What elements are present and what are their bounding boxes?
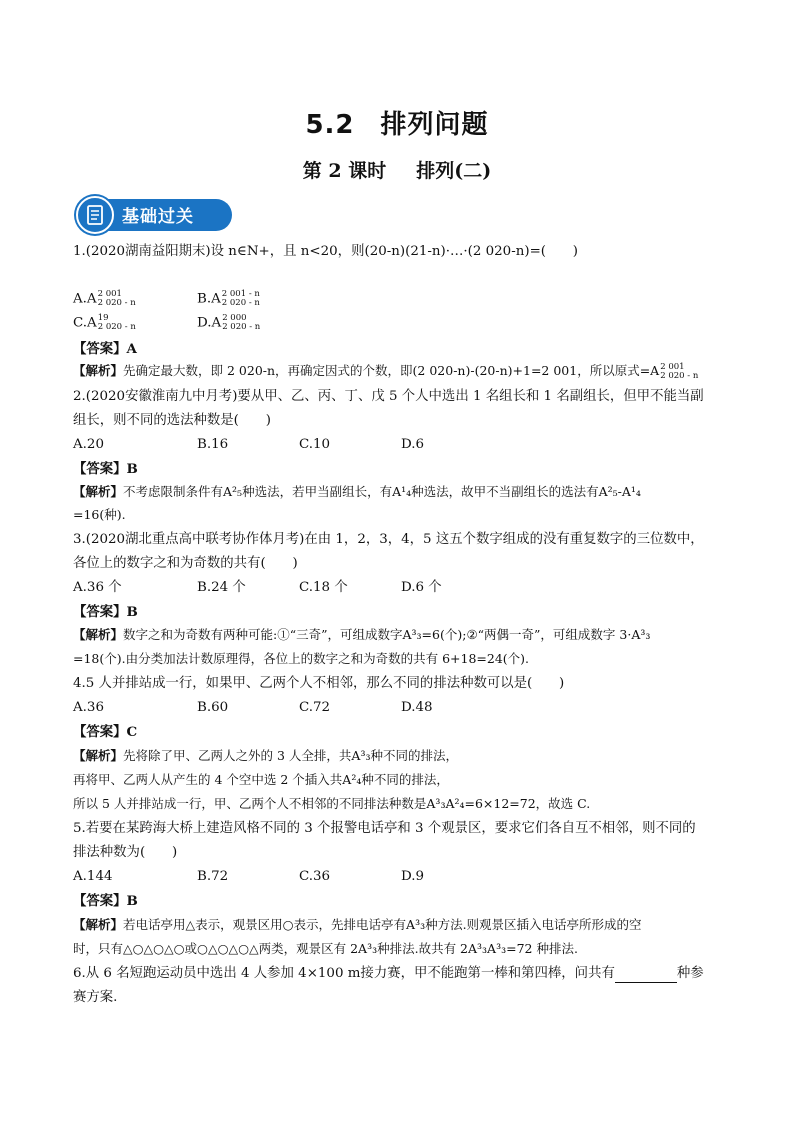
document-icon [76,196,114,234]
q6-stem-line1: 6.从 6 名短跑运动员中选出 4 人参加 4×100 m接力赛，甲不能跑第一棒和第四棒，问共有 种参 [73,966,704,981]
q5-option-a: A.144 [73,869,113,884]
q3-analysis-line1: 【解析】数字之和为奇数有两种可能:①“三奇”，可组成数字A³₃=6(个);②“两偶一奇”，可组成数字 3·A³₃ [73,627,651,642]
q1-option-a: A.A 2 001 2 020 - n [73,289,136,308]
q4-option-a: A.36 [73,700,104,715]
q3-answer: 【答案】B [73,604,138,620]
q1-option-b: B.A 2 001 - n 2 020 - n [197,289,260,308]
q1-answer: 【答案】A [73,341,137,357]
q5-option-b: B.72 [197,869,229,884]
q1-options-row1 [73,290,260,309]
section-number: 5.2 [305,110,355,140]
lesson-topic: 排列(二) [416,160,492,182]
section-banner [76,196,236,234]
q2-option-a: A.20 [73,437,104,452]
lesson-number: 第 2 课时 [302,160,387,182]
q3-option-b: B.24 个 [197,580,246,595]
banner-label: 基础过关 [122,207,194,227]
q1-analysis: 【解析】先确定最大数，即 2 020-n，再确定因式的个数，即(2 020-n)-(20-n)+1=2 001，所以原式=A 2 001 2 020 - n [73,361,699,381]
q3-stem-line2: 各位上的数字之和为奇数的共有( ) [73,556,298,571]
q2-analysis-line1: 【解析】不考虑限制条件有A²₅种选法，若甲当副组长，有A¹₄种选法，故甲不当副组长的选法有A²₅-A¹₄ [73,484,641,499]
page-title [0,104,794,141]
q1-option-d: D.A 2 000 2 020 - n [197,313,261,332]
answer-blank[interactable] [615,968,677,983]
q2-option-d: D.6 [401,437,425,452]
lesson-subtitle [0,156,794,183]
q3-options [73,579,442,597]
q2-stem-line2: 组长，则不同的选法种数是( ) [73,413,271,428]
q1-option-c: C.A 19 2 020 - n [73,313,136,332]
q1-options-row2 [73,314,260,333]
q3-option-a: A.36 个 [73,580,122,595]
q3-analysis-line2: =18(个).由分类加法计数原理得，各位上的数字之和为奇数的共有 6+18=24(个). [73,651,530,666]
q5-answer: 【答案】B [73,893,138,909]
q2-option-c: C.10 [299,437,331,452]
q4-stem: 4.5 人并排站成一行，如果甲、乙两个人不相邻，那么不同的排法种数可以是( ) [73,676,565,691]
q2-analysis-line2: =16(种). [73,507,126,522]
q2-options [73,436,424,454]
q5-analysis-line2: 时，只有△○△○△○或○△○△○△两类，观景区有 2A³₃种排法.故共有 2A³₃A³₃=72 种排法. [73,941,578,956]
q4-option-b: B.60 [197,700,229,715]
q5-stem-line1: 5.若要在某跨海大桥上建造风格不同的 3 个报警电话亭和 3 个观景区，要求它们各自互不相邻，则不同的 [73,821,696,836]
q3-option-c: C.18 个 [299,580,348,595]
q1-stem: 1.(2020湖南益阳期末)设 n∈N+，且 n<20，则(20-n)(21-n)·…·(2 020-n)=( ) [73,244,579,259]
q5-analysis-line1: 【解析】若电话亭用△表示，观景区用○表示，先排电话亭有A³₃种方法.则观景区插入电话亭所形成的空 [73,917,642,932]
q4-option-d: D.48 [401,700,433,715]
q6-stem-line2: 赛方案. [73,990,118,1005]
q4-option-c: C.72 [299,700,331,715]
section-title: 排列问题 [380,110,489,140]
q3-stem-line1: 3.(2020湖北重点高中联考协作体月考)在由 1，2，3，4，5 这五个数字组成的没有重复数字的三位数中， [73,532,704,547]
q2-answer: 【答案】B [73,461,138,477]
q3-option-d: D.6 个 [401,580,442,595]
q4-options [73,699,433,717]
q5-option-c: C.36 [299,869,331,884]
q5-stem-line2: 排法种数为( ) [73,845,178,860]
q5-options [73,868,424,886]
q4-answer: 【答案】C [73,724,138,740]
q4-analysis-line1: 【解析】先将除了甲、乙两人之外的 3 人全排，共A³₃种不同的排法， [73,748,458,763]
q4-analysis-line3: 所以 5 人并排站成一行，甲、乙两个人不相邻的不同排法种数是A³₃A²₄=6×12=72，故选 C. [73,796,591,811]
q5-option-d: D.9 [401,869,425,884]
q2-stem-line1: 2.(2020安徽淮南九中月考)要从甲、乙、丙、丁、戊 5 个人中选出 1 名组长和 1 名副组长，但甲不能当副 [73,389,704,404]
q2-option-b: B.16 [197,437,229,452]
q4-analysis-line2: 再将甲、乙两人从产生的 4 个空中选 2 个插入共A²₄种不同的排法， [73,772,449,787]
